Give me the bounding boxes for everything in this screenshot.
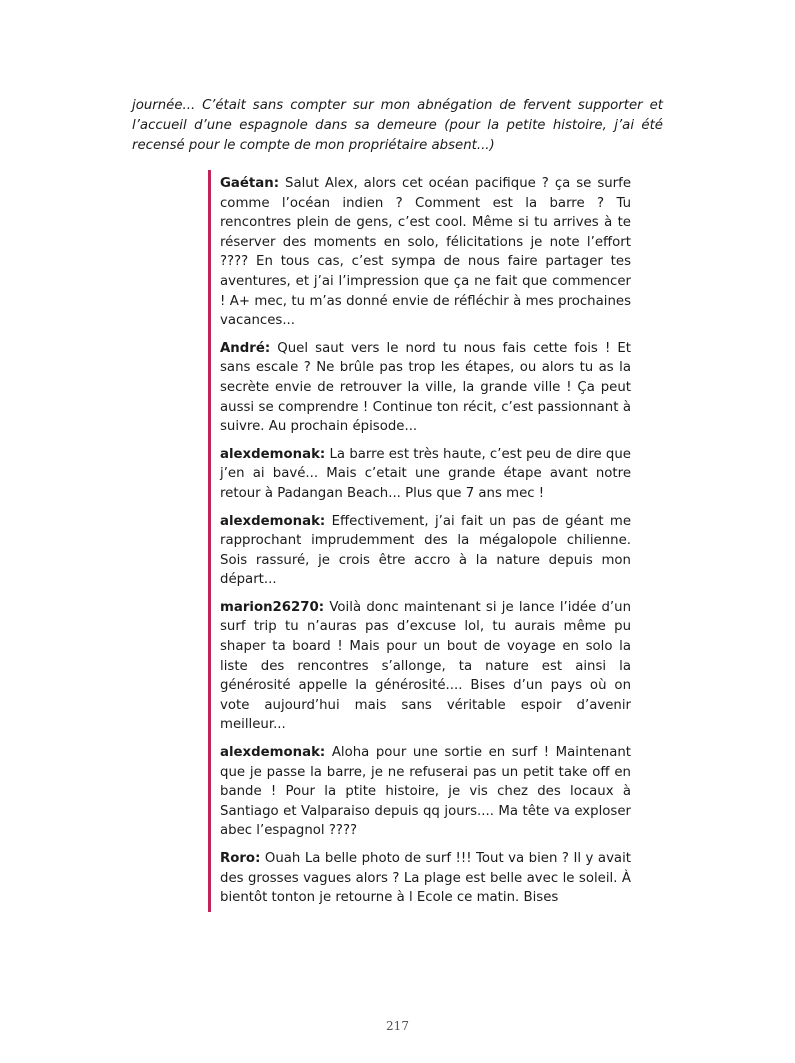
comment: [220, 512, 631, 590]
comment: [220, 339, 631, 437]
page-number: 217: [386, 1019, 409, 1033]
comment: [220, 598, 631, 735]
comment-text: Ouah La belle photo de surf !!! Tout va bien ? Il y avait des grosses vagues alors ? La plage est belle avec le soleil. À bientôt tonton je retourne à l Ecole ce matin. Bises: [220, 851, 631, 906]
comment-author: Roro:: [220, 851, 261, 866]
comment-text: Quel saut vers le nord tu nous fais cette fois ! Et sans escale ? Ne brûle pas trop les étapes, ou alors tu as la secrète envie de retrouver la ville, la grande ville ! Ça peut aussi se comprendre ! Continue ton récit, c’est passionnant à suivre. Au prochain épisode...: [220, 340, 631, 435]
comment: [220, 849, 631, 908]
comment-author: Gaétan:: [220, 176, 280, 191]
comment: [220, 174, 631, 331]
comment-author: alexdemonak:: [220, 745, 326, 761]
comment-text: Effectivement, j’ai fait un pas de géant me rapprochant imprudemment des la mégalopole chilienne. Sois rassuré, je crois être accro à la nature depuis mon départ...: [220, 513, 631, 588]
comment: [220, 743, 631, 841]
comment-text: La barre est très haute, c’est peu de dire que j’en ai bavé... Mais c’etait une grande étape avant notre retour à Padangan Beach... Plus que 7 ans mec !: [220, 446, 631, 501]
comment: [220, 445, 631, 504]
comment-author: alexdemonak:: [220, 446, 326, 462]
comment-author: André:: [220, 340, 271, 356]
comments-block: [208, 170, 631, 912]
intro-paragraph: journée... C’était sans compter sur mon abnégation de fervent supporter et l’accueil d’une espagnole dans sa demeure (pour la petite histoire, j’ai été recensé pour le compte de mon propriétaire absent...): [132, 98, 663, 153]
comment-text: Salut Alex, alors cet océan pacifique ? ça se surfe comme l’océan indien ? Comment est la barre ? Tu rencontres plein de gens, c’est cool. Même si tu arrives à te réserver des moments en solo, félicitations je note l’effort ???? En tous cas, c’est sympa de nous faire partager tes aventures, et j’ai l’impression que ça ne fait que commencer ! A+ mec, tu m’as donné envie de réfléchir à mes prochaines vacances...: [220, 176, 631, 329]
comment-author: alexdemonak:: [220, 513, 326, 529]
comment-text: Voilà donc maintenant si je lance l’idée d’un surf trip tu n’auras pas d’excuse lol, tu aurais même pu shaper ta board ! Mais pour un bout de voyage en solo la liste des rencontres s’allonge, ta nature est ainsi la générosité appelle la générosité.... Bises d’un pays où on vote aujourd’hui mais sans véritable espoir d’avenir meilleur...: [220, 599, 631, 733]
comment-author: marion26270:: [220, 599, 325, 615]
comment-text: Aloha pour une sortie en surf ! Maintenant que je passe la barre, je ne refuserai pas un petit take off en bande ! Pour la ptite histoire, je vis chez des locaux à Santiago et Valparaiso depuis qq jours.... Ma tête va exploser abec l’espagnol ????: [220, 745, 631, 839]
